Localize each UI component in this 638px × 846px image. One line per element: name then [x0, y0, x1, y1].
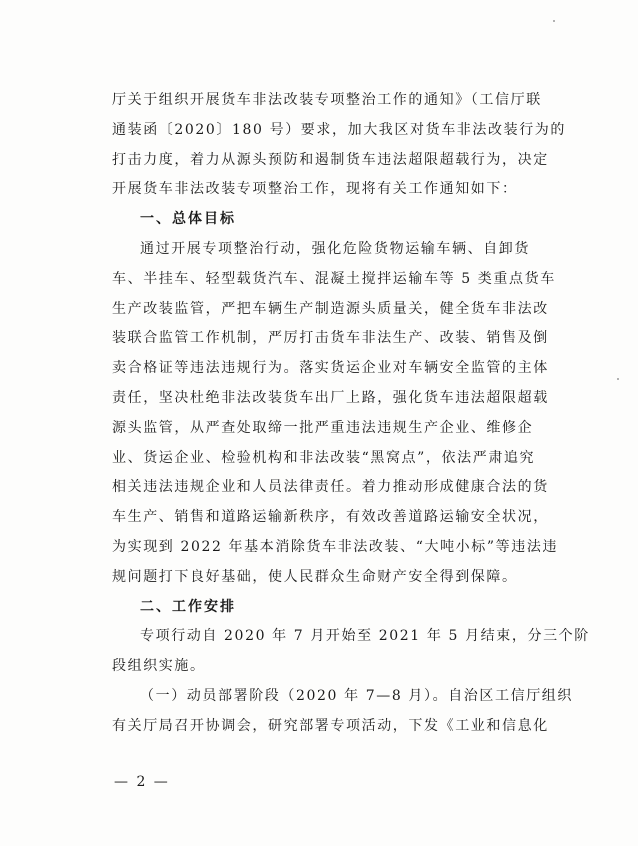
section-heading-overall-goals: 一、总体目标 — [140, 211, 236, 228]
body-line: 生产改装监管，严把车辆生产制造源头质量关，健全货车非法改 — [112, 300, 549, 317]
body-line: 卖合格证等违法违规行为。落实货运企业对车辆安全监管的主体 — [112, 360, 549, 377]
body-line: 相关违法违规企业和人员法律责任。着力推动形成健康合法的货 — [112, 479, 549, 496]
page-number: — 2 — — [114, 774, 170, 790]
section-heading-work-arrangement: 二、工作安排 — [140, 598, 236, 615]
scan-speck — [553, 20, 555, 22]
body-line: 责任，坚决杜绝非法改装货车出厂上路，强化货车违法超限超载 — [112, 389, 549, 406]
body-line: 有关厅局召开协调会，研究部署专项活动，下发《工业和信息化 — [112, 717, 549, 734]
body-line: 车、半挂车、轻型载货汽车、混凝土搅拌运输车等 5 类重点货车 — [112, 270, 556, 287]
body-line: 业、货运企业、检验机构和非法改装“黑窝点”，依法严肃追究 — [112, 449, 536, 466]
body-line: 规问题打下良好基础，使人民群众生命财产安全得到保障。 — [112, 568, 518, 585]
body-line: （一）动员部署阶段（2020 年 7—8 月）。自治区工信厅组织 — [140, 687, 573, 704]
body-line: 源头监管，从严查处取缔一批严重违法违规生产企业、维修企 — [112, 419, 534, 436]
body-line: 车生产、销售和道路运输新秩序，有效改善道路运输安全状况， — [112, 509, 549, 526]
body-line: 通装函〔2020〕180 号）要求，加大我区对货车非法改装行为的 — [112, 121, 566, 138]
body-line: 厅关于组织开展货车非法改装专项整治工作的通知》（工信厅联 — [112, 92, 542, 108]
body-line: 通过开展专项整治行动，强化危险货物运输车辆、自卸货 — [140, 240, 530, 257]
document-body — [112, 86, 590, 742]
body-line: 段组织实施。 — [112, 658, 206, 675]
scan-speck — [617, 378, 619, 380]
body-line: 打击力度，着力从源头预防和遏制货车违法超限超载行为，决定 — [112, 151, 549, 168]
body-line: 装联合监管工作机制，严厉打击货车非法生产、改装、销售及倒 — [112, 330, 549, 347]
body-line: 开展货车非法改装专项整治工作，现将有关工作通知如下： — [112, 181, 518, 198]
body-line: 为实现到 2022 年基本消除货车非法改装、“大吨小标”等违法违 — [112, 538, 559, 555]
body-line: 专项行动自 2020 年 7 月开始至 2021 年 5 月结束，分三个阶 — [140, 628, 590, 645]
